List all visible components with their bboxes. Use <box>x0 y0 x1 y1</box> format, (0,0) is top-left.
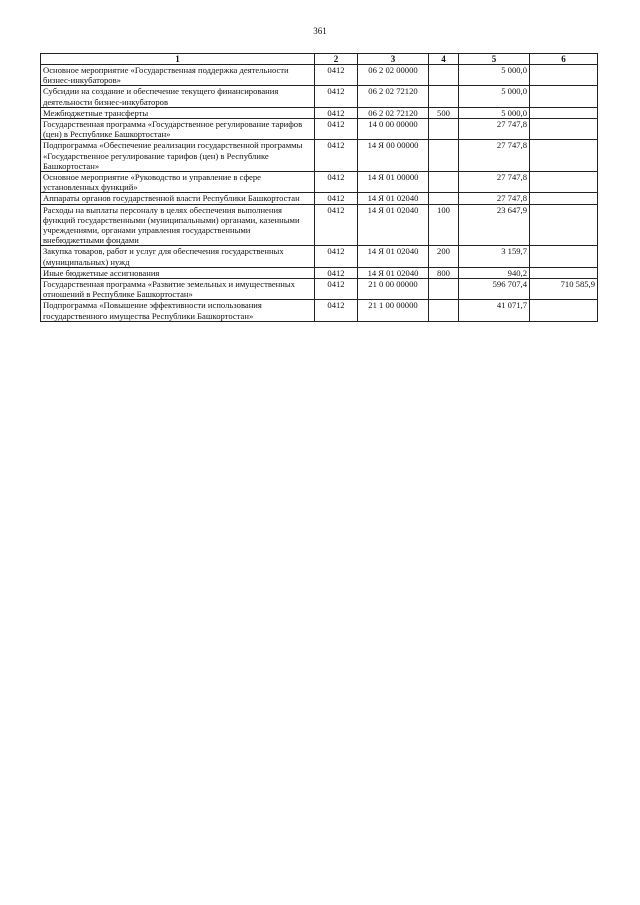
target-code-cell: 14 Я 01 02040 <box>358 246 429 267</box>
amount-2-cell <box>530 65 598 86</box>
amount-cell: 27 747,8 <box>459 140 530 172</box>
table-body <box>41 65 598 322</box>
table-row <box>41 119 598 140</box>
amount-2-cell <box>530 267 598 278</box>
table-header-row <box>41 54 598 65</box>
amount-2-cell <box>530 107 598 118</box>
amount-cell: 23 647,9 <box>459 204 530 246</box>
column-header-4: 4 <box>429 54 459 65</box>
section-code-cell: 0412 <box>315 279 358 300</box>
column-header-1: 1 <box>41 54 315 65</box>
column-header-6: 6 <box>530 54 598 65</box>
amount-cell: 5 000,0 <box>459 107 530 118</box>
amount-cell: 27 747,8 <box>459 193 530 204</box>
amount-cell: 41 071,7 <box>459 300 530 321</box>
column-header-3: 3 <box>358 54 429 65</box>
table-row <box>41 140 598 172</box>
section-code-cell: 0412 <box>315 300 358 321</box>
amount-cell: 940,2 <box>459 267 530 278</box>
expense-type-cell: 100 <box>429 204 459 246</box>
row-name-cell: Расходы на выплаты персоналу в целях обеспечения выполнения функций государственными (муниципальными) органами, казенными учреждениями, органами управления государственными внебюджетными фондами <box>41 204 315 246</box>
section-code-cell: 0412 <box>315 140 358 172</box>
page-number: 361 <box>313 26 327 36</box>
target-code-cell: 21 0 00 00000 <box>358 279 429 300</box>
target-code-cell: 06 2 02 00000 <box>358 65 429 86</box>
section-code-cell: 0412 <box>315 65 358 86</box>
table-row <box>41 172 598 193</box>
target-code-cell: 21 1 00 00000 <box>358 300 429 321</box>
table-row <box>41 65 598 86</box>
row-name-cell: Государственная программа «Развитие земельных и имущественных отношений в Республике Башкортостан» <box>41 279 315 300</box>
table-row <box>41 267 598 278</box>
table-row <box>41 204 598 246</box>
target-code-cell: 14 0 00 00000 <box>358 119 429 140</box>
table-row <box>41 193 598 204</box>
section-code-cell: 0412 <box>315 246 358 267</box>
row-name-cell: Межбюджетные трансферты <box>41 107 315 118</box>
row-name-cell: Закупка товаров, работ и услуг для обеспечения государственных (муниципальных) нужд <box>41 246 315 267</box>
row-name-cell: Основное мероприятие «Государственная поддержка деятельности бизнес-инкубаторов» <box>41 65 315 86</box>
amount-2-cell <box>530 86 598 107</box>
row-name-cell: Подпрограмма «Повышение эффективности использования государственного имущества Республики Башкортостан» <box>41 300 315 321</box>
section-code-cell: 0412 <box>315 172 358 193</box>
amount-2-cell <box>530 204 598 246</box>
target-code-cell: 06 2 02 72120 <box>358 107 429 118</box>
table-row <box>41 246 598 267</box>
amount-2-cell: 710 585,9 <box>530 279 598 300</box>
amount-2-cell <box>530 119 598 140</box>
target-code-cell: 14 Я 01 00000 <box>358 172 429 193</box>
expense-type-cell <box>429 65 459 86</box>
amount-2-cell <box>530 246 598 267</box>
table-row <box>41 86 598 107</box>
section-code-cell: 0412 <box>315 107 358 118</box>
expense-type-cell: 200 <box>429 246 459 267</box>
row-name-cell: Государственная программа «Государственное регулирование тарифов (цен) в Республике Башкортостан» <box>41 119 315 140</box>
table-row <box>41 279 598 300</box>
amount-2-cell <box>530 193 598 204</box>
target-code-cell: 14 Я 00 00000 <box>358 140 429 172</box>
amount-2-cell <box>530 300 598 321</box>
expense-type-cell <box>429 86 459 107</box>
expense-type-cell <box>429 193 459 204</box>
column-header-2: 2 <box>315 54 358 65</box>
expense-type-cell: 500 <box>429 107 459 118</box>
target-code-cell: 14 Я 01 02040 <box>358 267 429 278</box>
amount-cell: 596 707,4 <box>459 279 530 300</box>
expense-type-cell <box>429 172 459 193</box>
amount-2-cell <box>530 140 598 172</box>
amount-cell: 3 159,7 <box>459 246 530 267</box>
target-code-cell: 14 Я 01 02040 <box>358 204 429 246</box>
target-code-cell: 06 2 02 72120 <box>358 86 429 107</box>
section-code-cell: 0412 <box>315 267 358 278</box>
row-name-cell: Иные бюджетные ассигнования <box>41 267 315 278</box>
section-code-cell: 0412 <box>315 193 358 204</box>
row-name-cell: Подпрограмма «Обеспечение реализации государственной программы «Государственное регулирование тарифов (цен) в Республике Башкортостан» <box>41 140 315 172</box>
amount-cell: 27 747,8 <box>459 119 530 140</box>
section-code-cell: 0412 <box>315 119 358 140</box>
table-row <box>41 107 598 118</box>
row-name-cell: Аппараты органов государственной власти Республики Башкортостан <box>41 193 315 204</box>
amount-cell: 5 000,0 <box>459 65 530 86</box>
column-header-5: 5 <box>459 54 530 65</box>
row-name-cell: Субсидии на создание и обеспечение текущего финансирования деятельности бизнес-инкубаторов <box>41 86 315 107</box>
expense-type-cell <box>429 140 459 172</box>
section-code-cell: 0412 <box>315 86 358 107</box>
target-code-cell: 14 Я 01 02040 <box>358 193 429 204</box>
section-code-cell: 0412 <box>315 204 358 246</box>
table-row <box>41 300 598 321</box>
budget-table <box>40 53 598 322</box>
row-name-cell: Основное мероприятие «Руководство и управление в сфере установленных функций» <box>41 172 315 193</box>
expense-type-cell: 800 <box>429 267 459 278</box>
amount-cell: 27 747,8 <box>459 172 530 193</box>
expense-type-cell <box>429 279 459 300</box>
expense-type-cell <box>429 119 459 140</box>
expense-type-cell <box>429 300 459 321</box>
amount-2-cell <box>530 172 598 193</box>
amount-cell: 5 000,0 <box>459 86 530 107</box>
